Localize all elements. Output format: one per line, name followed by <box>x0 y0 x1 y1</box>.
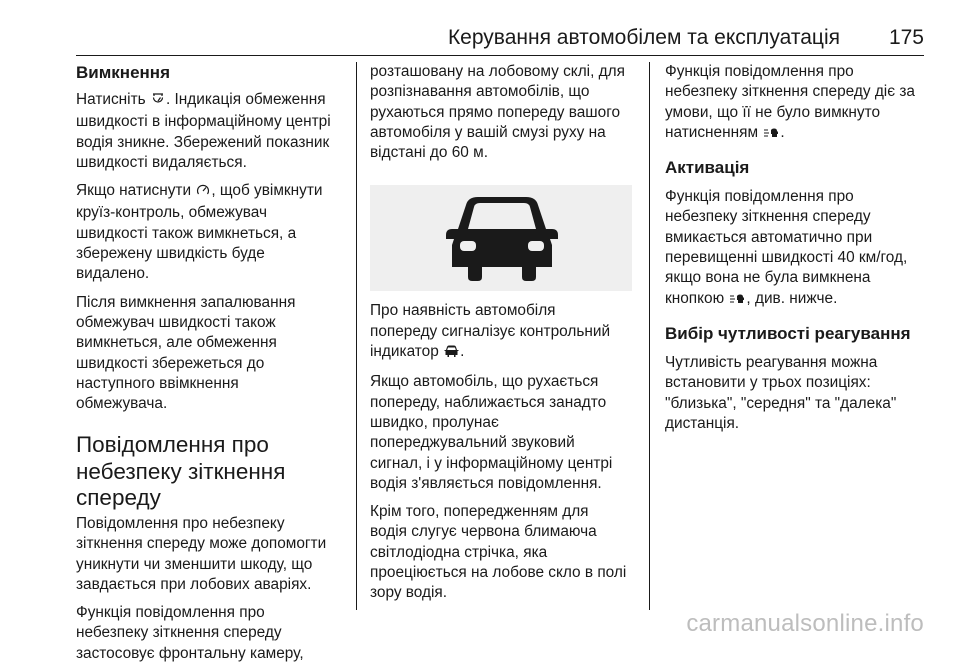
car-illustration <box>370 185 632 291</box>
paragraph: Крім того, попередженням для водія слугує червона блимаюча світлодіодна стрічка, яка проеціюється на лобове скло в полі зору водія. <box>370 503 627 602</box>
car-front-icon <box>440 193 564 283</box>
heading-sensitivity: Вибір чутливості реагування <box>665 323 911 343</box>
page-header <box>0 0 960 56</box>
paragraph: Чутливість реагування можна встановити у трьох позиціях: "близька", "середня" та "далека" дистанція. <box>665 353 897 432</box>
watermark: carmanualsonline.info <box>686 610 924 637</box>
column-middle <box>370 62 642 612</box>
paragraph: Якщо автомобіль, що рухається попереду, наближається занадто швидко, пролунає попереджувальний звуковий сигнал, і у інформаційному центрі водія з'являється повідомлення. <box>370 373 613 492</box>
page-title: Керування автомобілем та експлуатація <box>447 26 840 49</box>
paragraph: Про наявність автомобіля попереду сигналізує контрольний індикатор . <box>370 301 642 364</box>
column-right <box>665 62 930 442</box>
header-rule <box>76 55 924 56</box>
paragraph: Якщо натиснути , щоб увімкнути круїз-контроль, обмежувач швидкості також вимкнеться, а збережену швидкість буде видалено. <box>76 182 323 283</box>
heading-activation: Активація <box>665 158 750 178</box>
section-heading: Повідомлення про небезпеку зіткнення спереду <box>76 432 286 511</box>
column-divider <box>356 62 357 610</box>
cruise-control-icon <box>196 183 210 203</box>
paragraph: Функція повідомлення про небезпеку зіткнення спереду застосовує фронтальну камеру, <box>76 604 304 662</box>
column-left <box>76 62 346 672</box>
paragraph: Функція повідомлення про небезпеку зіткнення спереду діє за умови, що її не було вимкнуто натисненням . <box>665 62 930 145</box>
collision-alert-button-icon <box>729 291 745 311</box>
heading-off: Вимкнення <box>76 63 170 82</box>
paragraph: Повідомлення про небезпеку зіткнення спереду може допомогти уникнути чи зменшити шкоду, що завдається при лобових аваріях. <box>76 514 327 593</box>
vehicle-ahead-icon <box>444 344 459 364</box>
collision-alert-button-icon <box>763 125 779 145</box>
paragraph: розташовану на лобовому склі, для розпізнавання автомобілів, що рухаються прямо попереду вашого автомобіля у вашій смузі руху на відстані до 60 м. <box>370 63 625 162</box>
paragraph: Функція повідомлення про небезпеку зіткнення спереду вмикається автоматично при перевищенні швидкості 40 км/год, якщо вона не була вимкнена кнопкою , див. нижче. <box>665 187 930 311</box>
speed-limiter-icon <box>151 91 165 112</box>
column-divider <box>649 62 650 610</box>
page-number: 175 <box>888 26 924 49</box>
paragraph: Після вимкнення запалювання обмежувач швидкості також вимкнеться, але обмеження швидкості збережеться до наступного ввімкнення обмежувача. <box>76 293 296 413</box>
paragraph: Натисніть . Індикація обмеження швидкості в інформаційному центрі водія зникне. Збережений показник швидкості видаляється. <box>76 91 331 171</box>
